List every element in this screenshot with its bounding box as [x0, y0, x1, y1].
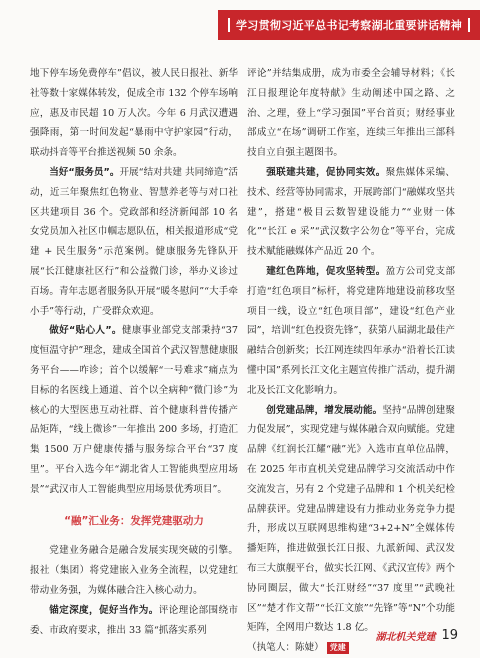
banner-left-bar	[228, 18, 230, 32]
paragraph	[247, 163, 455, 262]
paragraph-body: 聚焦媒体采编、技术、经营等协同需求，开展跨部门“融媒攻坚共建”，搭建“极目云数智建设能力”“业财一体化”“长江 e 采”“武汉数字公勿仓”等平台，完成技术赋能融媒体产品近 20 个。	[247, 166, 456, 258]
paragraph-lead: 锚定深度，促好当作为。	[49, 604, 159, 616]
paragraph-lead: 当好“服务员”。	[49, 166, 120, 178]
right-column	[247, 64, 455, 658]
paragraph: 党建业务融合是融合发展实现突破的引擎。报社（集团）将党建嵌入业务全流程，以党建红带动业务强，为媒体融合注入核心动力。	[30, 545, 238, 596]
magazine-name: 湖北机关党建	[375, 632, 436, 643]
paragraph-lead: 强联建共建，促协同实效。	[266, 166, 386, 178]
paragraph	[30, 601, 238, 641]
page-number: 19	[441, 628, 458, 643]
paragraph-body: 坚持“品牌创建聚力促发展”，实现党建与媒体融合双向赋能。党建品牌《红润长江耀“融”光》入选市直单位品牌，在 2025 年市直机关党建品牌学习交流活动中作交流发言，另有 2 个党建子品牌和 1 个机关纪检品牌获评。党建品牌建设有力推动业务竞争力提升，形成以互联网思维构建“3+2+N”全媒体传播矩阵，推进做强长江日报、九派新闻、武汉发布三大旗舰平台，做实长江网、《武汉宣传》两个协同圈层，做大“长江财经”“37 度里”“武晚社区”“楚才作文帮”“长江文旅”“先锋”等“N”个功能矩阵，全网用户数达 1.8 亿。	[247, 404, 456, 634]
left-column	[30, 64, 238, 640]
section-title: “融”汇业务：发挥党建驱动力	[64, 514, 204, 527]
paragraph: 评论”并结集成册，成为市委全会辅导材料；《长江日报理论年度特献》生动阐述中国之路、之治、之理，登上“学习强国”平台首页；财经事业部成立“在场”调研工作室，连续三年推出三部科技自立自强主题图书。	[247, 68, 455, 159]
paragraph: 地下停车场免费停车”倡议，被人民日报社、新华社等数十家媒体转发，促成全市 132 个停车场响应，惠及市民超 10 万人次。今年 6 月武汉遭遇强降雨，第一时间发起“暴雨中守护家园”行动，联动抖音等平台推送视频 50 余条。	[30, 68, 238, 159]
paragraph	[30, 163, 238, 321]
author-name: （执笔人：陈婕）	[247, 642, 324, 654]
header-title: 学习贯彻习近平总书记考察湖北重要讲话精神	[236, 19, 462, 32]
header-banner	[218, 10, 480, 40]
paragraph-lead: 创党建品牌，增发展动能。	[266, 404, 383, 416]
paragraph-body: 评论理论部围绕市委、市政府要求，推出 33 篇“抓落实系列	[30, 604, 239, 636]
banner-right-bar	[468, 18, 470, 32]
paragraph-body: 健康事业部党支部秉持“37 度恒温守护”理念，建成全国首个武汉智慧健康服务平台——咋诊；首个以缓解“一号难求”痛点为目标的名医线上通道、首个以全病种“微门诊”为核心的大型医患互动社群、首个健康科普传播产品矩阵，“线上微诊”一年推出 200 多场，打造汇集 1500 万户健康传播与服务综合平台“37 度里”。平台入选今年“湖北省人工智能典型应用场景”“武汉市人工智能典型应用场景优秀项目”。	[30, 325, 238, 495]
paragraph-lead: 做好“贴心人”。	[49, 325, 122, 337]
page-footer	[375, 628, 458, 643]
paragraph-lead: 建红色阵地，促攻坚转型。	[266, 265, 386, 277]
paragraph	[247, 401, 455, 639]
party-stamp-icon: 党建	[327, 642, 349, 654]
paragraph	[247, 262, 455, 401]
paragraph-body: 盈方公司党支部打造“红色项目”标杆，将党建阵地建设前移攻坚项目一线，设立“红色项目部”，建设“红色产业园”，培训“红色投资先锋”，获第八届湖北最佳产融结合创新奖；长江网连续四年承办“沿着长江读懂中国”系列长江文化主题宣传推广活动，提升湖北及长江文化影响力。	[247, 265, 456, 396]
paragraph	[30, 321, 238, 499]
paragraph-body: 开展“结对共建 共同缔造”活动，近三年聚焦红色物业、智慧养老等与对口社区共建项目 36 个。党政部和经济新闻部 10 名女党员加入社区巾帼志愿队伍，相关报道形成“党建 + 民生服务”示范案例。健康服务先锋队开展“长江健康社区行”和公益微门诊，举办义诊过百场。青年志愿者服务队开展“暖冬慰问”“大手牵小手”等行动，广受群众欢迎。	[30, 166, 238, 317]
